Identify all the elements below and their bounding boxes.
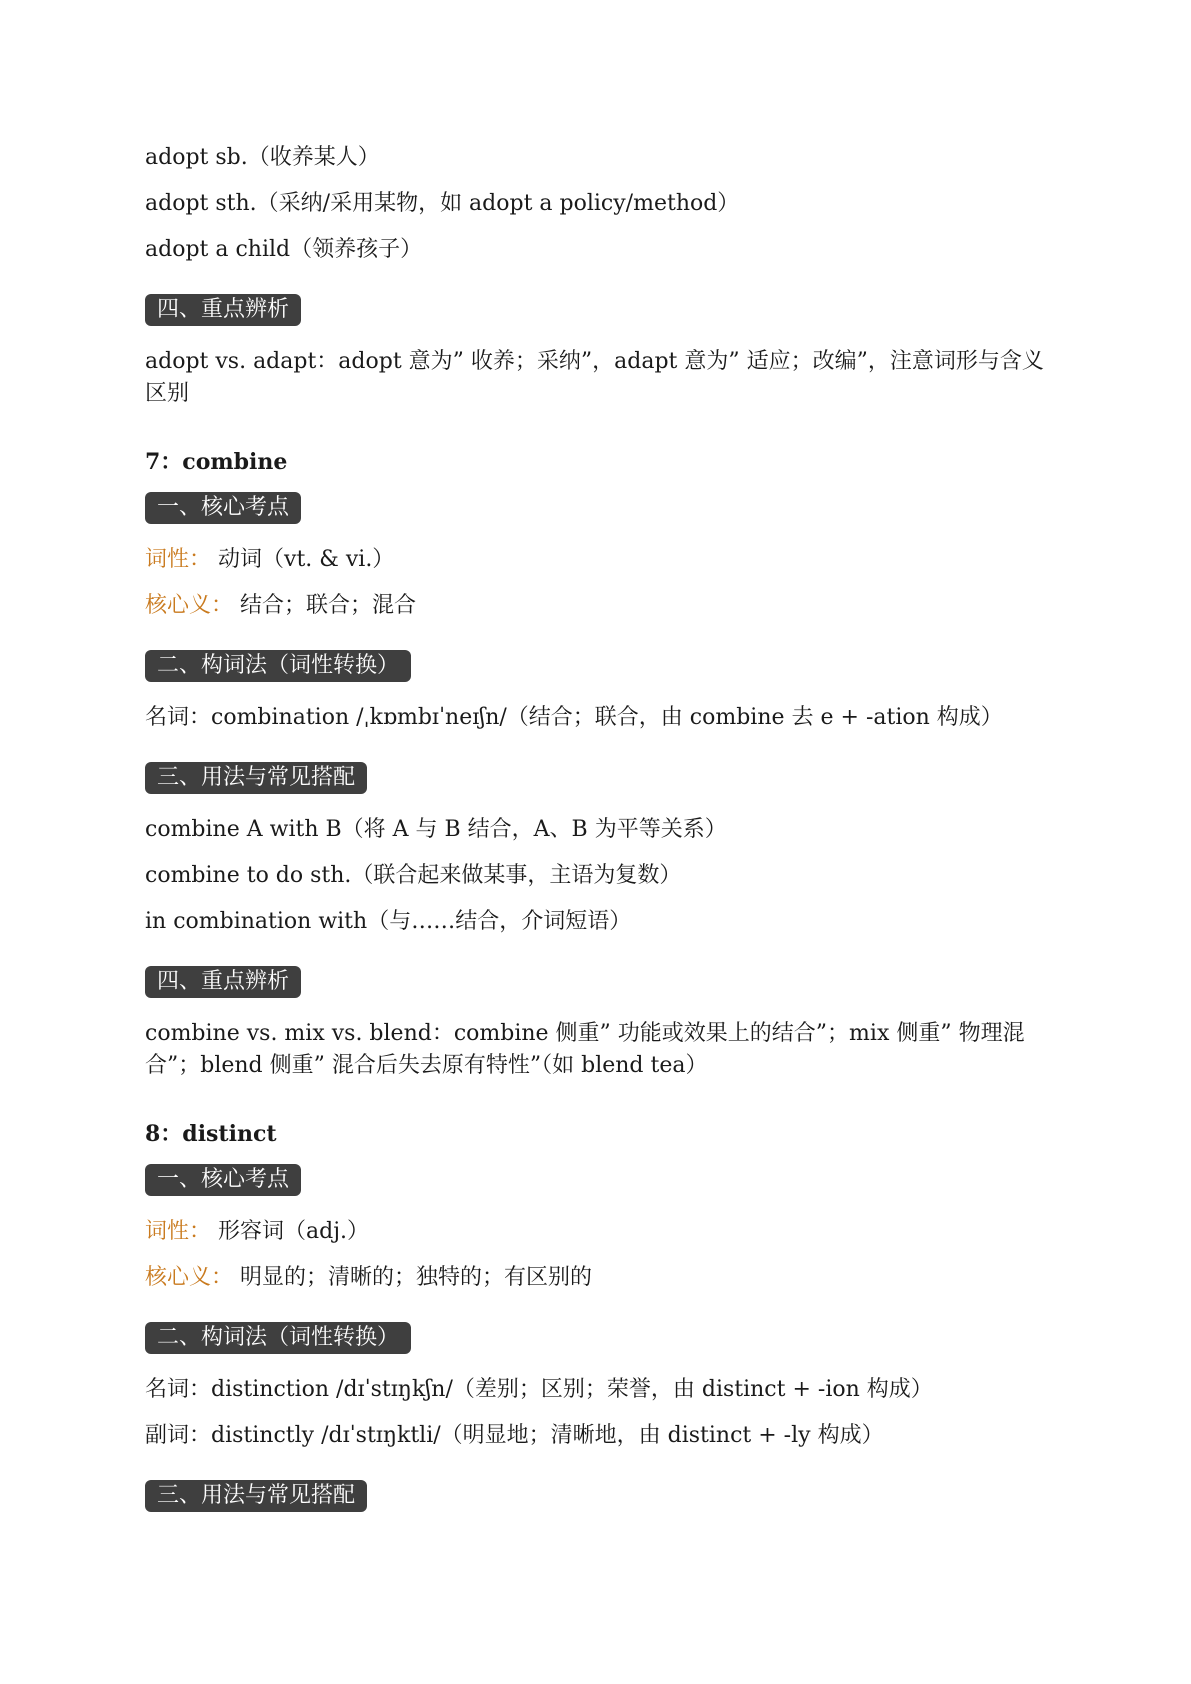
meaning-line [145,590,1055,622]
pos-label: 词性： [145,1219,212,1244]
analysis-text: combine vs. mix vs. blend：combine 侧重” 功能或效果上的结合”；mix 侧重” 物理混合”；blend 侧重” 混合后失去原有特性”（如 blend tea） [145,1021,1025,1078]
usage-line: combine A with B（将 A 与 B 结合，A、B 为平等关系） [145,817,727,842]
meaning-label: 核心义： [145,1265,234,1290]
section-badge-wrap [145,492,1055,524]
formation-line: 名词：distinction /dɪˈstɪŋkʃn/（差别；区别；荣誉，由 distinct + -ion 构成） [145,1377,933,1402]
formation-line: 副词：distinctly /dɪˈstɪŋktli/（明显地；清晰地，由 distinct + -ly 构成） [145,1423,884,1448]
usage-line: adopt sb.（收养某人） [145,145,380,170]
section-badge-word-formation: 二、构词法（词性转换） [145,650,411,682]
section-badge-wrap [145,1322,1055,1354]
word-heading-combine: 7：combine [145,449,288,475]
document-page [145,142,1055,1532]
usage-line: adopt sth.（采纳/采用某物，如 adopt a policy/method） [145,191,740,216]
meaning-line [145,1262,1055,1294]
section-badge-wrap [145,762,1055,794]
analysis-text: adopt vs. adapt：adopt 意为” 收养；采纳”，adapt 意为” 适应；改编”，注意词形与含义区别 [145,349,1044,406]
section-badge-word-formation: 二、构词法（词性转换） [145,1322,411,1354]
section-badge-wrap [145,294,1055,326]
usage-line: adopt a child（领养孩子） [145,237,423,262]
section-badge-core: 一、核心考点 [145,492,301,524]
usage-line: combine to do sth.（联合起来做某事，主语为复数） [145,863,682,888]
word-heading-distinct: 8：distinct [145,1121,277,1147]
pos-line [145,1216,1055,1248]
meaning-value: 结合；联合；混合 [240,593,417,618]
section-badge-analysis: 四、重点辨析 [145,966,301,998]
section-badge-wrap [145,1164,1055,1196]
usage-line: in combination with（与……结合，介词短语） [145,909,632,934]
section-badge-analysis: 四、重点辨析 [145,294,301,326]
meaning-value: 明显的；清晰的；独特的；有区别的 [240,1265,593,1290]
section-badge-wrap [145,966,1055,998]
pos-line [145,544,1055,576]
pos-value: 形容词（adj.） [218,1219,370,1244]
section-badge-usage: 三、用法与常见搭配 [145,1480,367,1512]
pos-value: 动词（vt. & vi.） [218,547,395,572]
section-badge-wrap [145,1480,1055,1512]
section-badge-core: 一、核心考点 [145,1164,301,1196]
section-badge-wrap [145,650,1055,682]
meaning-label: 核心义： [145,593,234,618]
formation-line: 名词：combination /ˌkɒmbɪˈneɪʃn/（结合；联合，由 combine 去 e + -ation 构成） [145,705,1003,730]
section-badge-usage: 三、用法与常见搭配 [145,762,367,794]
pos-label: 词性： [145,547,212,572]
